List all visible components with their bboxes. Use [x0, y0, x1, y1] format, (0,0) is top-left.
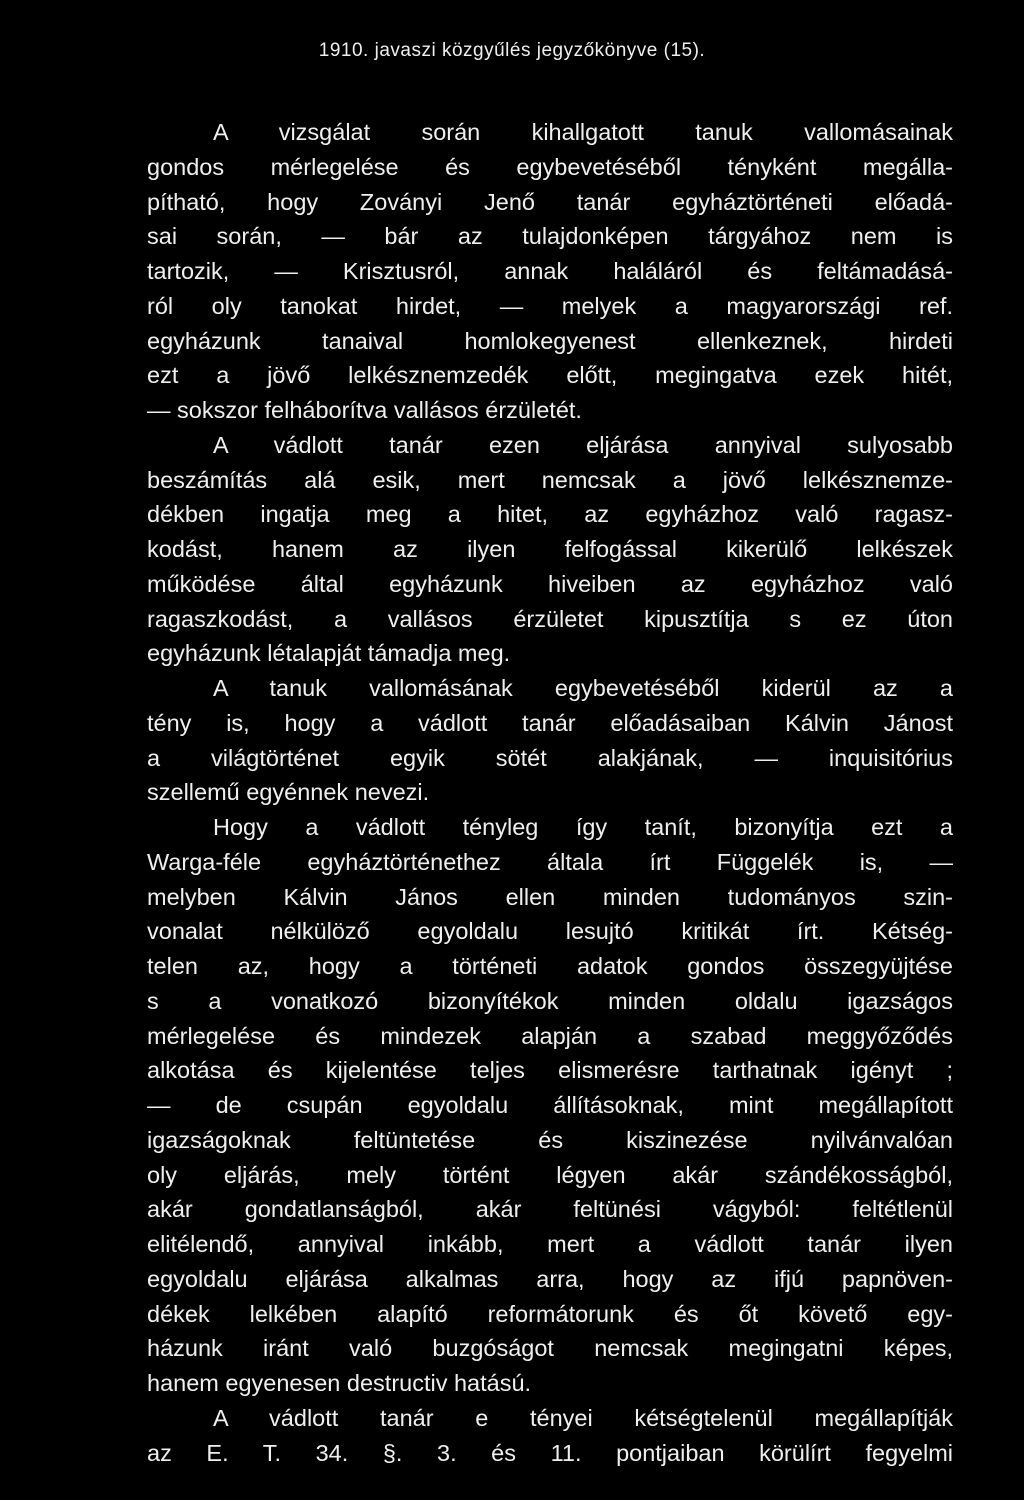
text-line: — de csupán egyoldalu állításoknak, mint megállapított [147, 1092, 953, 1118]
text-line: szellemű egyénnek nevezi. [147, 779, 430, 806]
text-line: A tanuk vallomásának egybevetéséből kiderül az a [213, 675, 953, 701]
text-line: igazságoknak feltüntetése és kiszinezése nyilvánvalóan [147, 1126, 953, 1153]
text-line: Hogy a vádlott tényleg így tanít, bizonyítja ezt a [213, 814, 953, 840]
body-text [147, 115, 953, 1470]
text-line: pítható, hogy Zoványi Jenő tanár egyháztörténeti előadá- [147, 188, 953, 215]
text-line: A vizsgálat során kihallgatott tanuk vallomásainak [213, 119, 953, 145]
text-line: dékben ingatja meg a hitet, az egyházhoz való ragasz- [147, 501, 953, 528]
text-line: házunk iránt való buzgóságot nemcsak megingatni képes, [147, 1335, 953, 1362]
text-line: — sokszor felháborítva vallásos érzületét. [147, 397, 582, 423]
text-line: Warga-féle egyháztörténethez általa írt Függelék is, — [147, 848, 953, 875]
text-line: a világtörténet egyik sötét alakjának, — inquisitórius [147, 744, 953, 771]
text-line: egyházunk tanaival homlokegyenest ellenkeznek, hirdeti [147, 327, 953, 354]
text-line: A vádlott tanár e tényei kétségtelenül megállapítják [213, 1404, 953, 1431]
text-line: kodást, hanem az ilyen felfogással kikerülő lelkészek [147, 536, 953, 562]
text-line: ragaszkodást, a vallásos érzületet kipusztítja s ez úton [147, 605, 953, 632]
text-line: beszámítás alá esik, mert nemcsak a jövő lelkésznemze- [147, 466, 953, 493]
text-line: mérlegelése és mindezek alapján a szabad meggyőződés [147, 1022, 953, 1049]
text-line: alkotása és kijelentése teljes elismerésre tarthatnak igényt ; [147, 1057, 953, 1084]
text-line: egyházunk létalapját támadja meg. [147, 640, 511, 667]
text-line: telen az, hogy a történeti adatok gondos összegyüjtése [147, 953, 953, 979]
text-line: melyben Kálvin János ellen minden tudományos szin- [147, 883, 953, 910]
text-line: egyoldalu eljárása alkalmas arra, hogy az ifjú papnöven- [147, 1265, 953, 1292]
text-line: akár gondatlanságból, akár feltünési vágyból: feltétlenül [147, 1196, 953, 1223]
text-line: A vádlott tanár ezen eljárása annyival sulyosabb [213, 431, 953, 458]
text-line: s a vonatkozó bizonyítékok minden oldalu igazságos [147, 987, 953, 1014]
text-line: vonalat nélkülöző egyoldalu lesujtó kritikát írt. Kétség- [147, 918, 953, 945]
text-line: elitélendő, annyival inkább, mert a vádlott tanár ilyen [147, 1231, 953, 1257]
text-line: dékek lelkében alapító reformátorunk és őt követő egy- [147, 1300, 953, 1327]
running-head: 1910. javaszi közgyűlés jegyzőkönyve (15). [318, 40, 706, 61]
text-line: oly eljárás, mely történt légyen akár szándékosságból, [147, 1161, 953, 1188]
text-line: működése által egyházunk hiveiben az egyházhoz való [147, 570, 953, 597]
text-line: tartozik, — Krisztusról, annak haláláról és feltámadásá- [147, 258, 953, 284]
text-line: hanem egyenesen destructiv hatású. [147, 1370, 532, 1396]
text-line: tény is, hogy a vádlott tanár előadásaiban Kálvin Jánost [147, 709, 953, 736]
text-line: az E. T. 34. §. 3. és 11. pontjaiban körülírt fegyelmi [147, 1439, 953, 1466]
text-line: ezt a jövő lelkésznemzedék előtt, megingatva ezek hitét, [147, 362, 953, 389]
text-line: sai során, — bár az tulajdonképen tárgyához nem is [147, 223, 953, 250]
text-line: gondos mérlegelése és egybevetéséből tényként megálla- [147, 153, 953, 180]
text-line: ról oly tanokat hirdet, — melyek a magyarországi ref. [147, 292, 953, 319]
